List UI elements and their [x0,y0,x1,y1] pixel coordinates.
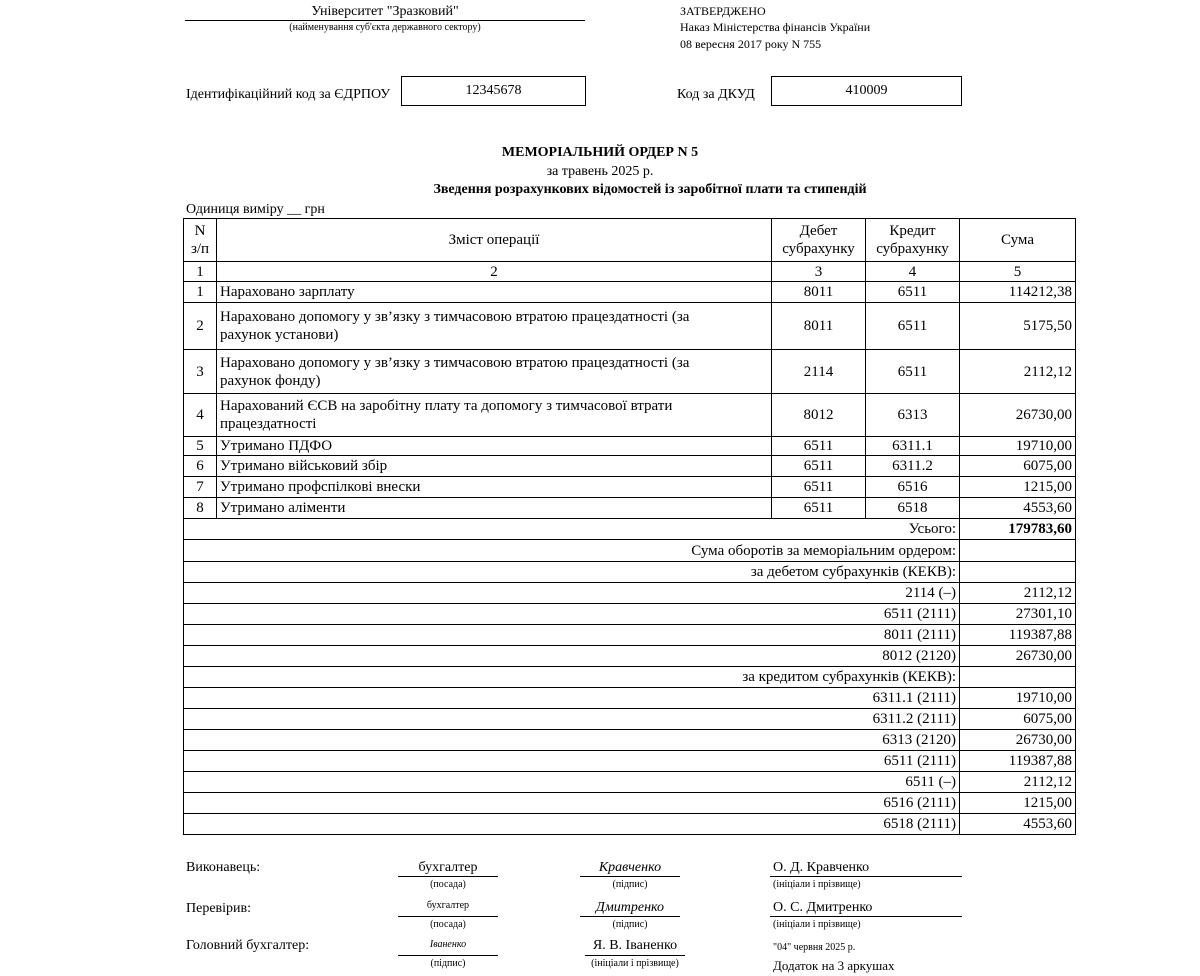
credit-item-value: 1215,00 [960,793,1076,814]
credit-item-label: 6313 (2120) [184,730,960,751]
header-credit-1: Кредит [889,223,936,239]
row-credit: 6311.2 [866,456,960,477]
table-row [184,437,1076,456]
debit-section-label: за дебетом субрахунків (КЕКВ): [184,562,960,583]
executor-position-line [398,876,498,877]
executor-signature-caption: (підпис) [612,879,648,890]
debit-item-value: 26730,00 [960,646,1076,667]
credit-item-label: 6311.2 (2111) [184,709,960,730]
executor-position-caption: (посада) [430,879,466,890]
debit-item-value: 27301,10 [960,604,1076,625]
debit-item-label: 8012 (2120) [184,646,960,667]
credit-item-label: 6511 (–) [184,772,960,793]
row-credit: 6311.1 [866,437,960,456]
row-sum: 4553,60 [960,498,1076,519]
row-debit: 2114 [772,350,866,394]
executor-name: О. Д. Кравченко [773,860,870,875]
table-row [184,456,1076,477]
credit-item-value: 19710,00 [960,688,1076,709]
col-number: 2 [217,262,772,282]
row-debit: 8011 [772,303,866,350]
row-debit: 8012 [772,394,866,437]
credit-item-value: 26730,00 [960,730,1076,751]
col-number: 5 [960,262,1076,282]
turnover-row [184,540,1076,562]
row-sum: 6075,00 [960,456,1076,477]
debit-item-label: 2114 (–) [184,583,960,604]
row-credit: 6313 [866,394,960,437]
row-description: Нараховано зарплату [220,284,355,300]
chief-name-caption: (ініціали і прізвище) [591,958,679,969]
dkud-label: Код за ДКУД [677,87,755,102]
debit-item-row [184,583,1076,604]
document-date: "04" червня 2025 р. [773,942,856,953]
row-description: Нарахований ЄСВ на заробітну плату та допомогу з тимчасової втрати [220,398,673,414]
row-credit: 6511 [866,282,960,303]
column-numbers-row [184,262,1076,282]
order-title: МЕМОРІАЛЬНИЙ ОРДЕР N 5 [501,145,699,160]
row-description: Утримано профспілкові внески [217,477,772,498]
executor-label: Виконавець: [186,860,261,875]
checker-signature-line [580,916,680,917]
row-debit: 6511 [772,456,866,477]
row-debit: 8011 [772,282,866,303]
row-description: Утримано аліменти [217,498,772,519]
checker-name: О. С. Дмитренко [773,900,873,915]
header-content: Зміст операції [217,219,772,262]
credit-item-value: 119387,88 [960,751,1076,772]
row-description-cont: рахунок установи) [220,327,339,343]
debit-item-value: 2112,12 [960,583,1076,604]
credit-item-label: 6511 (2111) [184,751,960,772]
total-row [184,519,1076,540]
row-number: 7 [184,477,217,498]
col-number: 4 [866,262,960,282]
row-number: 8 [184,498,217,519]
chief-name-line [585,955,685,956]
credit-item-row [184,709,1076,730]
chief-accountant-label: Головний бухгалтер: [186,938,310,953]
credit-item-value: 6075,00 [960,709,1076,730]
debit-item-value: 119387,88 [960,625,1076,646]
table-row [184,498,1076,519]
attachment-note: Додаток на 3 аркушах [773,958,895,973]
header-sum: Сума [960,219,1076,262]
checker-position-caption: (посада) [430,919,466,930]
org-name: Університет "Зразковий" [311,4,459,19]
order-period: за травень 2025 р. [546,164,654,179]
turnover-label: Сума оборотів за меморіальним ордером: [184,540,960,562]
org-name-underline [185,20,585,21]
credit-item-label: 6516 (2111) [184,793,960,814]
executor-signature: Кравченко [598,860,662,875]
row-description: Нараховано допомогу у зв’язку з тимчасовою втратою працездатності (за [220,309,690,325]
table-row [184,303,1076,350]
debit-item-row [184,604,1076,625]
row-number: 2 [184,303,217,350]
checker-signature: Дмитренко [595,900,665,915]
col-number: 3 [772,262,866,282]
row-credit: 6511 [866,303,960,350]
row-number: 6 [184,456,217,477]
header-credit-2: субрахунку [876,241,949,257]
credit-item-value: 4553,60 [960,814,1076,835]
memorial-order-table [183,218,1076,835]
checker-label: Перевірив: [186,901,252,916]
checker-signature-caption: (підпис) [612,919,648,930]
row-number: 5 [184,437,217,456]
credit-item-row [184,814,1076,835]
credit-section-row [184,667,1076,688]
checker-name-caption: (ініціали і прізвище) [773,919,861,930]
row-description-cont: працездатності [220,416,317,432]
org-caption: (найменування суб'єкта державного сектору) [289,22,481,33]
executor-signature-line [580,876,680,877]
row-sum: 114212,38 [960,282,1076,303]
credit-item-value: 2112,12 [960,772,1076,793]
dkud-value-box: 410009 [771,76,962,106]
credit-item-row [184,793,1076,814]
chief-signature: Іваненко [429,939,467,950]
header-num-2: з/п [190,241,210,257]
row-description: Утримано військовий збір [217,456,772,477]
header-num-1: N [194,223,206,239]
credit-item-label: 6311.1 (2111) [184,688,960,709]
executor-name-line [770,876,962,877]
row-number: 4 [184,394,217,437]
edrpou-label: Ідентифікаційний код за ЄДРПОУ [186,87,391,102]
row-debit: 6511 [772,437,866,456]
approved-line-1: ЗАТВЕРДЖЕНО [680,4,766,18]
row-credit: 6518 [866,498,960,519]
debit-item-row [184,646,1076,667]
col-number: 1 [184,262,217,282]
table-row [184,282,1076,303]
table-row [184,350,1076,394]
row-number: 3 [184,350,217,394]
total-label: Усього: [184,519,960,540]
checker-position: бухгалтер [426,900,470,911]
chief-name: Я. В. Іваненко [592,938,678,953]
row-number: 1 [184,282,217,303]
debit-item-label: 8011 (2111) [184,625,960,646]
row-credit: 6511 [866,350,960,394]
credit-item-row [184,751,1076,772]
approved-line-3: 08 вересня 2017 року N 755 [680,37,822,51]
chief-signature-caption: (підпис) [430,958,466,969]
debit-item-label: 6511 (2111) [184,604,960,625]
row-credit: 6516 [866,477,960,498]
order-subtitle: Зведення розрахункових відомостей із заробітної плати та стипендій [433,182,867,197]
row-debit: 6511 [772,477,866,498]
row-description-cont: рахунок фонду) [220,372,321,389]
debit-section-row [184,562,1076,583]
credit-item-row [184,730,1076,751]
row-sum: 19710,00 [960,437,1076,456]
table-row [184,477,1076,498]
checker-position-line [398,916,498,917]
header-debit-2: субрахунку [782,241,855,257]
approved-line-2: Наказ Міністерства фінансів України [680,20,871,34]
credit-item-label: 6518 (2111) [184,814,960,835]
unit-of-measure: Одиниця виміру __ грн [186,202,325,217]
row-description: Нараховано допомогу у зв’язку з тимчасовою втратою працездатності (за [220,354,690,371]
row-debit: 6511 [772,498,866,519]
table-row [184,394,1076,437]
chief-signature-line [398,955,498,956]
executor-name-caption: (ініціали і прізвище) [773,879,861,890]
header-debit-1: Дебет [799,223,838,239]
executor-position: бухгалтер [418,860,478,875]
row-description: Утримано ПДФО [217,437,772,456]
row-sum: 26730,00 [960,394,1076,437]
row-sum: 2112,12 [960,350,1076,394]
total-value: 179783,60 [960,519,1076,540]
debit-item-row [184,625,1076,646]
credit-item-row [184,688,1076,709]
row-sum: 5175,50 [960,303,1076,350]
credit-item-row [184,772,1076,793]
table-header-row [184,219,1076,262]
checker-name-line [770,916,962,917]
credit-section-label: за кредитом субрахунків (КЕКВ): [184,667,960,688]
row-sum: 1215,00 [960,477,1076,498]
edrpou-value-box: 12345678 [401,76,586,106]
